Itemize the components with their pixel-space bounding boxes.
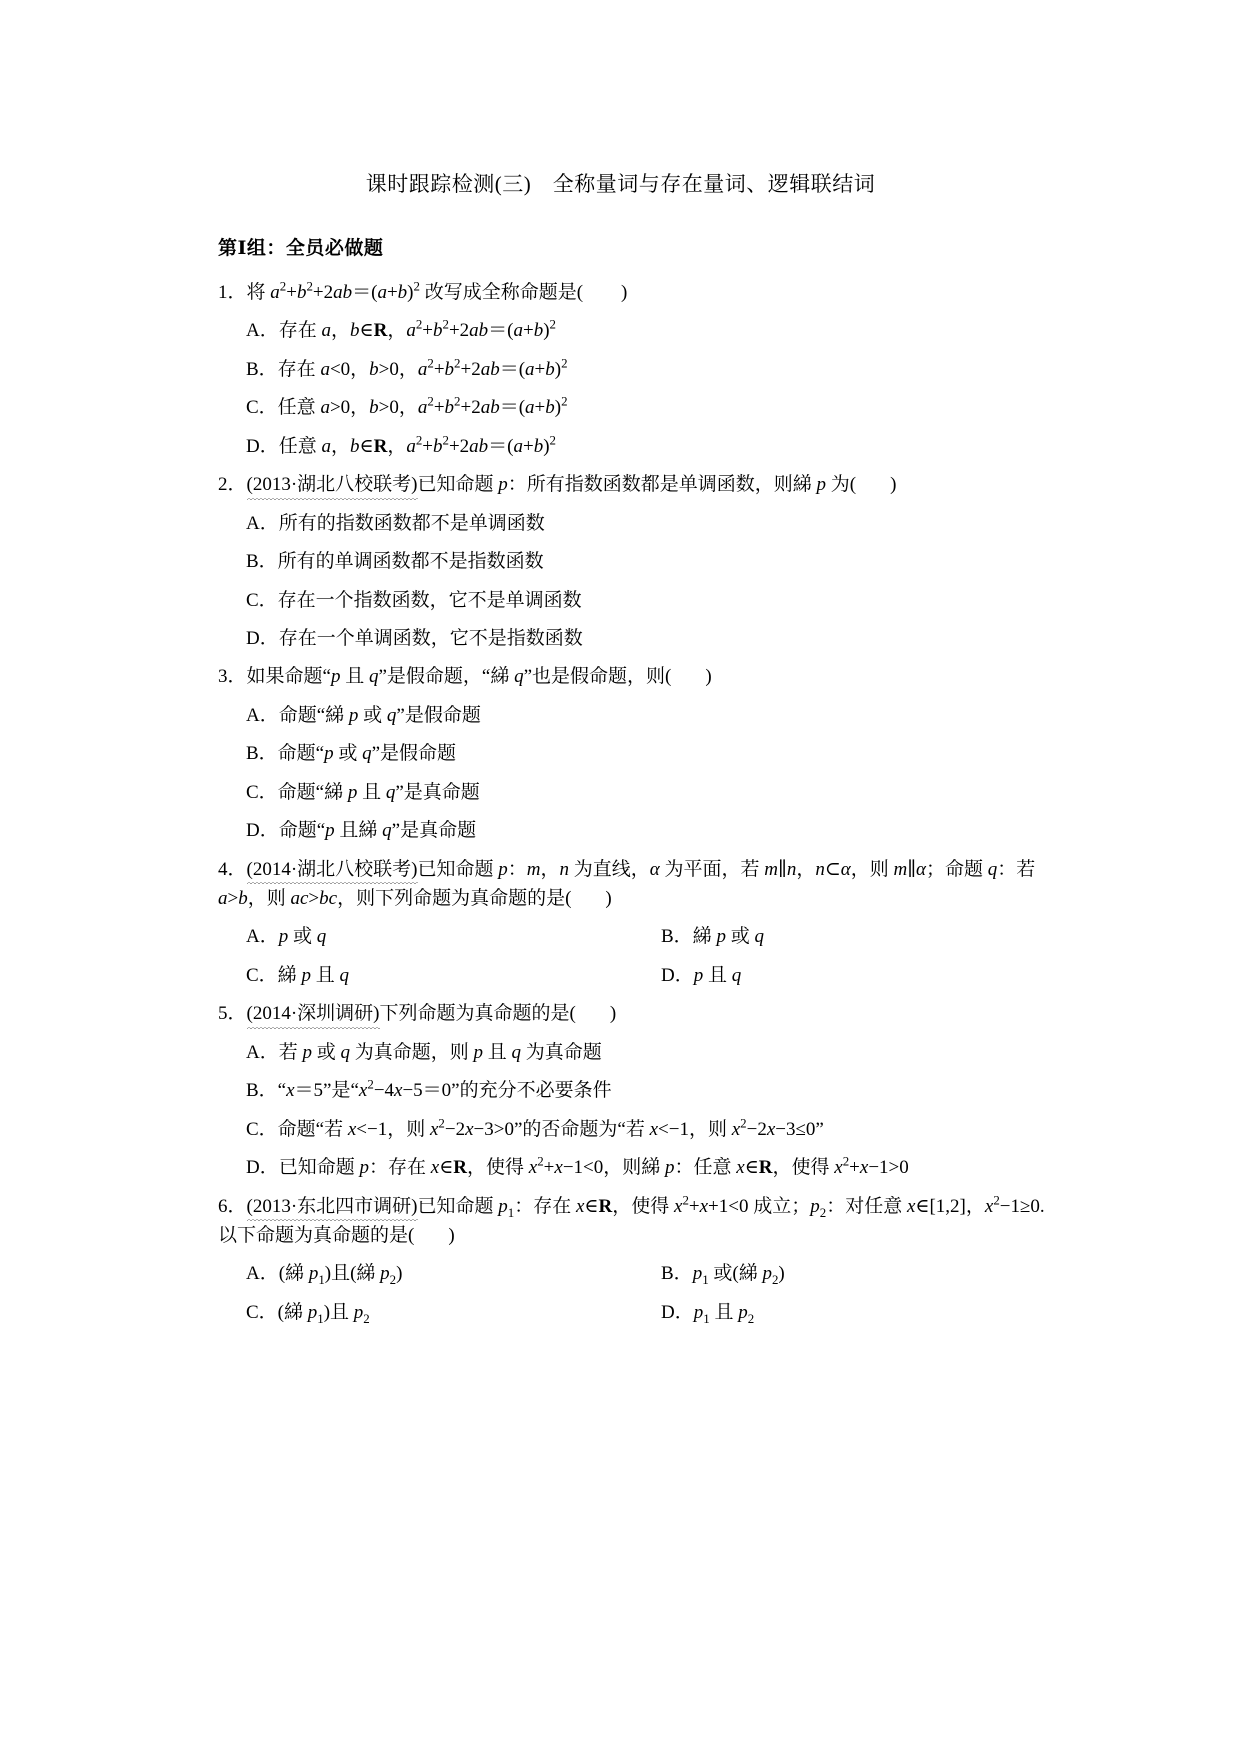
option-d[interactable]: D．命题“p 且綈 q”是真命题 [246,820,477,842]
option-d[interactable]: D．$p_1$ 且 $p_2$ [661,1301,755,1326]
question-source: (2014·湖北八校联考) [247,855,418,884]
wavy-underline [247,1027,380,1030]
option-c[interactable]: C．綈 p 且 q [246,964,349,986]
option-c[interactable]: C．命题“綈 p 且 q”是真命题 [246,781,480,803]
wavy-underline [247,1219,418,1222]
question-number: 6． [218,1195,247,1217]
option-d[interactable]: D．已知命题 p：存在 x∈R，使得 $x^2+x-1<0$，则綈 p：任意 x∈R，使得 $x^2+x-1>0$ [246,1153,909,1179]
question-stem: 2．(2013·湖北八校联考) 已知命题 p：所有指数函数都是单调函数，则綈 p 为( ) [218,470,1048,499]
option-d[interactable]: D．p 且 q [661,964,742,986]
option-row [218,961,1048,990]
option-c[interactable]: C．(綈 $p_1$)且 $p_2$ [246,1301,370,1326]
option-a[interactable]: A．命题“綈 p 或 q”是假命题 [246,704,481,726]
document-body [218,233,1048,1336]
question-stem [218,278,1048,307]
group-heading: 第Ⅰ组：全员必做题 [218,238,384,259]
option-a[interactable]: A．(綈 $p_1$)且(綈 $p_2$) [246,1263,403,1288]
option-b[interactable]: B．“x＝5”是“$x^2-4x-5=0$”的充分不必要条件 [246,1076,612,1102]
question-number: 5． [218,1003,247,1025]
question-source: (2013·湖北八校联考) [247,470,418,499]
option-row [218,1298,1048,1327]
question-number: 2． [218,474,247,496]
question-stem-math: $a^2+b^2+2ab=(a+b)^2$ [270,278,420,303]
option-c[interactable]: C．命题“若 x<−1，则 $x^2-2x-3>0$”的否命题为“若 x<−1，则 $x^2-2x-3\le 0$” [246,1115,824,1140]
wavy-underline [247,882,418,885]
question-source: (2014·深圳调研) [247,999,380,1028]
option-c[interactable]: C．存在一个指数函数，它不是单调函数 [246,589,582,611]
question-stem-prefix: 将 [246,282,271,303]
option-b[interactable]: B．$p_1$ 或(綈 $p_2$) [661,1263,785,1288]
question-stem: 4．(2014·湖北八校联考) 已知命题 p：m，n 为直线，α 为平面，若 m∥n，n⊂α，则 m∥α；命题 q：若 a>b，则 ac>bc，则下列命题为真命题的是( ) [218,855,1048,914]
question-number: 1． [218,282,247,303]
option-b[interactable]: B．綈 p 或 q [661,926,764,948]
question-number: 3． [218,666,247,688]
question-stem: 6．(2013·东北四市调研) 已知命题 $p_1$：存在 x∈R，使得 $x^2+x+1<0$ 成立；$p_2$：对任意 x∈[1,2]，$x^2-1\ge 0$.以下命题为真命题的是( ) [218,1192,1045,1246]
option-a[interactable]: A．所有的指数函数都不是单调函数 [246,512,545,534]
option-b[interactable]: B．命题“p 或 q”是假命题 [246,743,457,765]
question-stem: 5．(2014·深圳调研) 下列命题为真命题的是( ) [218,999,1048,1028]
option-a[interactable]: A．p 或 q [246,926,327,948]
question-stem: 3．如果命题“p 且 q”是假命题，“綈 q”也是假命题，则( ) [218,666,712,688]
wavy-underline [247,498,418,501]
question-source: (2013·东北四市调研) [247,1192,418,1221]
option-row [218,1259,1048,1288]
question-stem-suffix: 改写成全称命题是( ) [419,282,628,303]
option-d[interactable]: D．任意 a，b∈R，$a^2+b^2+2ab=(a+b)^2$ [246,432,556,457]
option-b[interactable]: B．存在 a<0，b>0，$a^2+b^2+2ab=(a+b)^2$ [246,355,568,380]
page-title: 课时跟踪检测(三) 全称量词与存在量词、逻辑联结词 [365,172,876,196]
question-number: 4． [218,858,247,880]
option-d[interactable]: D．存在一个单调函数，它不是指数函数 [246,627,583,649]
option-row [218,922,1048,951]
option-a[interactable]: A．存在 a，b∈R，$a^2+b^2+2ab=(a+b)^2$ [246,317,556,342]
option-c[interactable]: C．任意 a>0，b>0，$a^2+b^2+2ab=(a+b)^2$ [246,393,568,419]
option-b[interactable]: B．所有的单调函数都不是指数函数 [246,551,544,573]
option-a[interactable]: A．若 p 或 q 为真命题，则 p 且 q 为真命题 [246,1041,602,1063]
